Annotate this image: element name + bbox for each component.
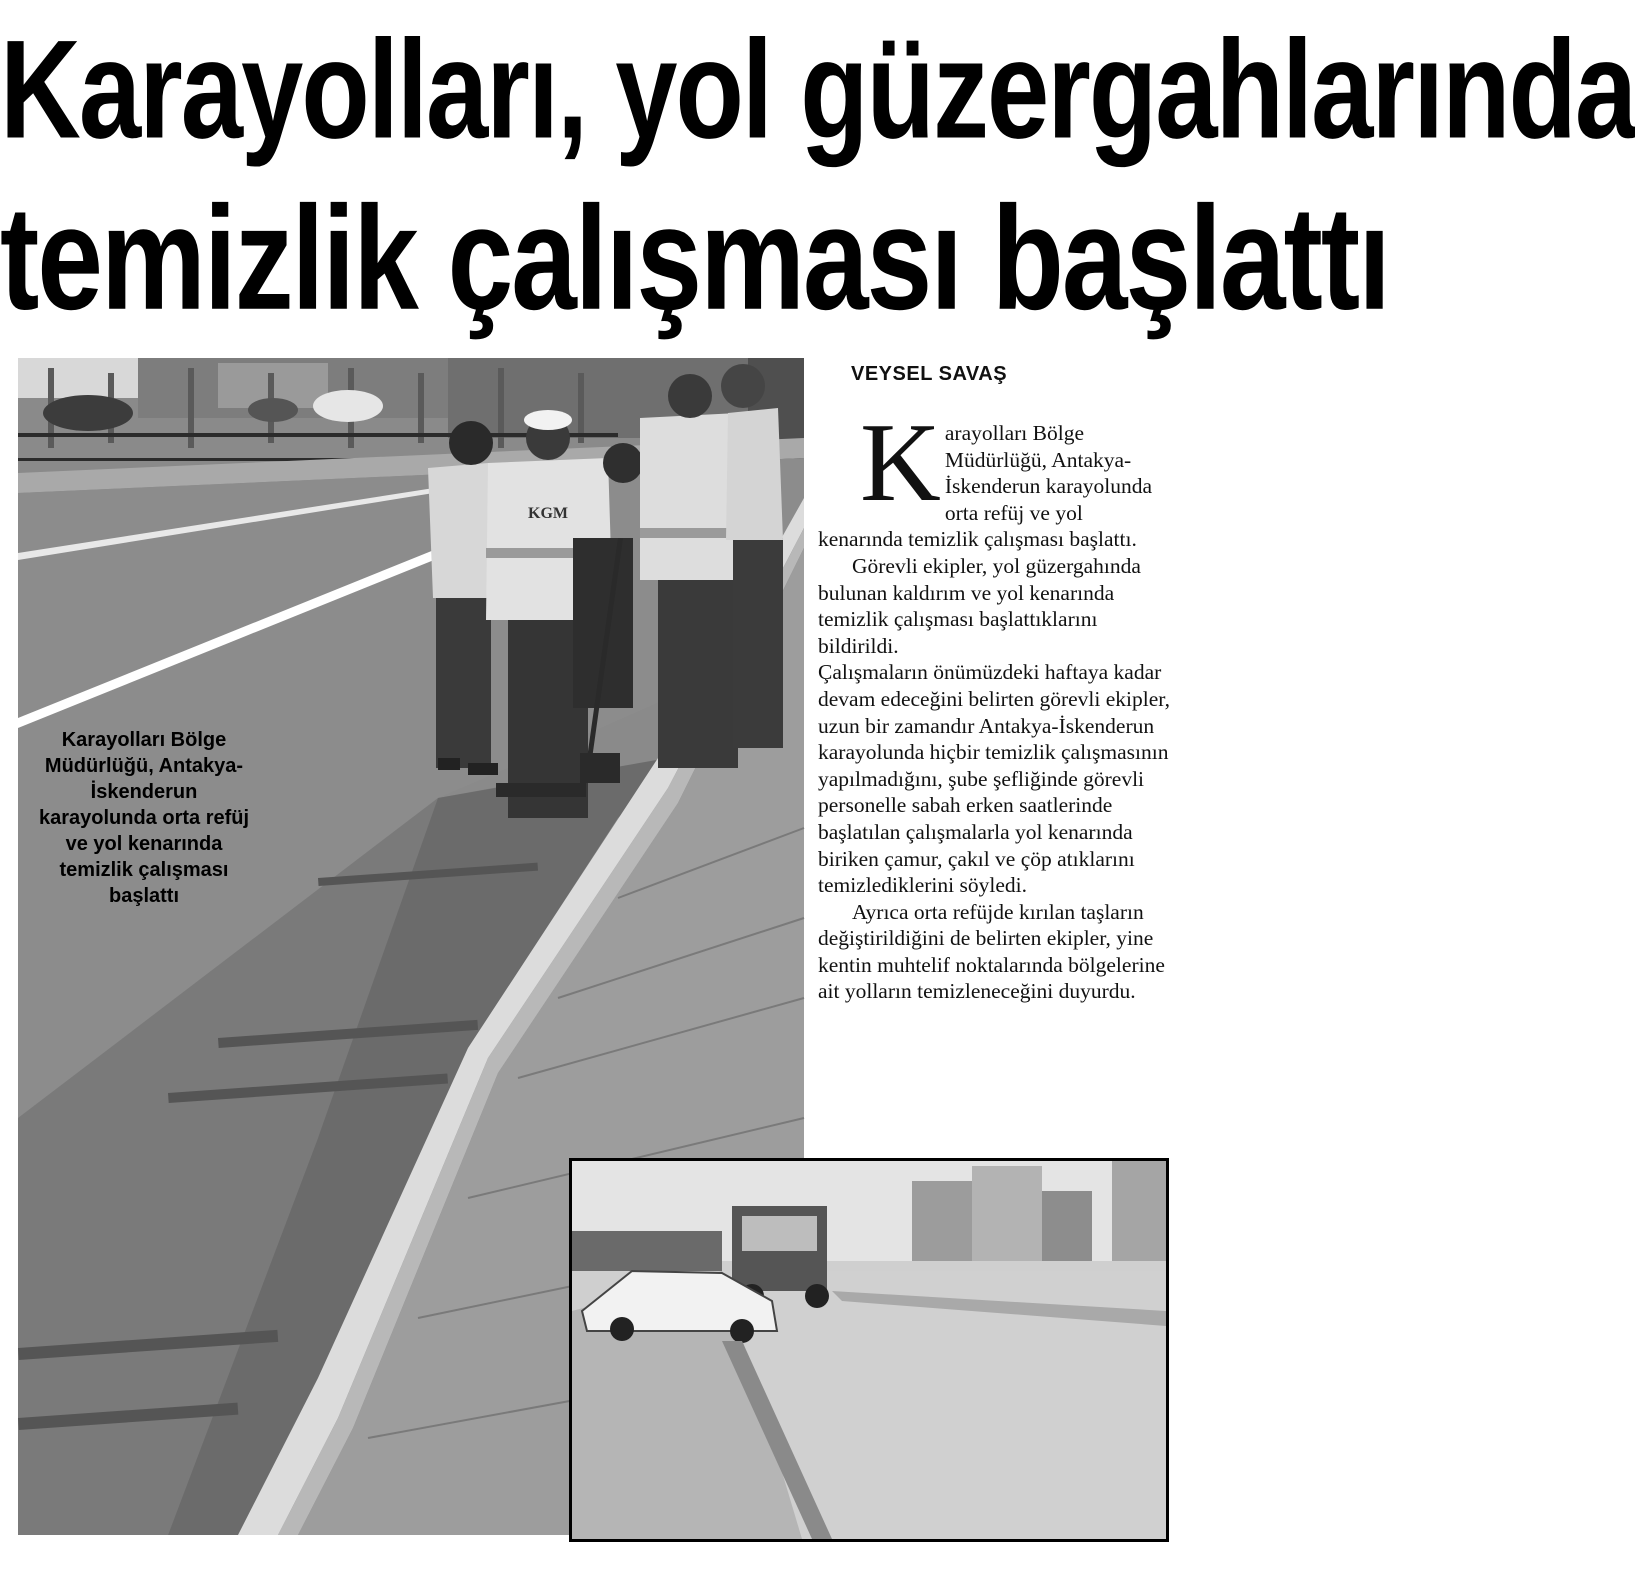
byline: VEYSEL SAVAŞ: [851, 363, 1008, 385]
caption-line: karayolunda orta refüj: [38, 807, 250, 829]
inset-photo: [569, 1158, 1169, 1542]
headline-line-1: Karayolları, yol güzergahlarında: [0, 11, 1635, 168]
photo-caption: [28, 727, 260, 909]
article-paragraph-text: arayolları Bölge Müdürlüğü, Antakya-İskenderun karayolunda orta refüj ve yol kenarında temizlik çalışması başlattı.: [818, 421, 1153, 552]
article-paragraph: Ayrıca orta refüjde kırılan taşların değiştirildiğini de belirten ekipler, yine kentin muhtelif noktalarında bölgelerine ait yolların temizleneceğini duyurdu.: [818, 899, 1165, 1004]
headline-line-2: temizlik çalışması başlattı: [0, 176, 1389, 342]
caption-line: Karayolları Bölge: [61, 729, 227, 751]
vest-label: KGM: [528, 505, 568, 522]
article-body: [818, 401, 1170, 1005]
caption-line: İskenderun: [90, 781, 198, 803]
drop-cap: K: [860, 401, 941, 525]
caption-line: temizlik çalışması: [59, 859, 229, 881]
article-paragraph: [818, 401, 1170, 553]
caption-line: ve yol kenarında: [65, 833, 223, 855]
caption-line: başlattı: [108, 885, 180, 907]
article-paragraph: Görevli ekipler, yol güzergahında bulunan kaldırım ve yol kenarında temizlik çalışması başlattıklarını bildirildi.: [818, 553, 1141, 658]
article-paragraph: Çalışmaların önümüzdeki haftaya kadar devam edeceğini belirten görevli ekipler, uzun bir zamandır Antakya-İskenderun karayolunda hiçbir temizlik çalışmasının yapılmadığını, şube şefliğinde görevli personelle sabah erken saatlerinde başlatılan çalışmalarla yol kenarında biriken çamur, çakıl ve çöp atıklarını temizlediklerini söyledi.: [818, 660, 1170, 898]
caption-line: Müdürlüğü, Antakya-: [44, 755, 244, 777]
